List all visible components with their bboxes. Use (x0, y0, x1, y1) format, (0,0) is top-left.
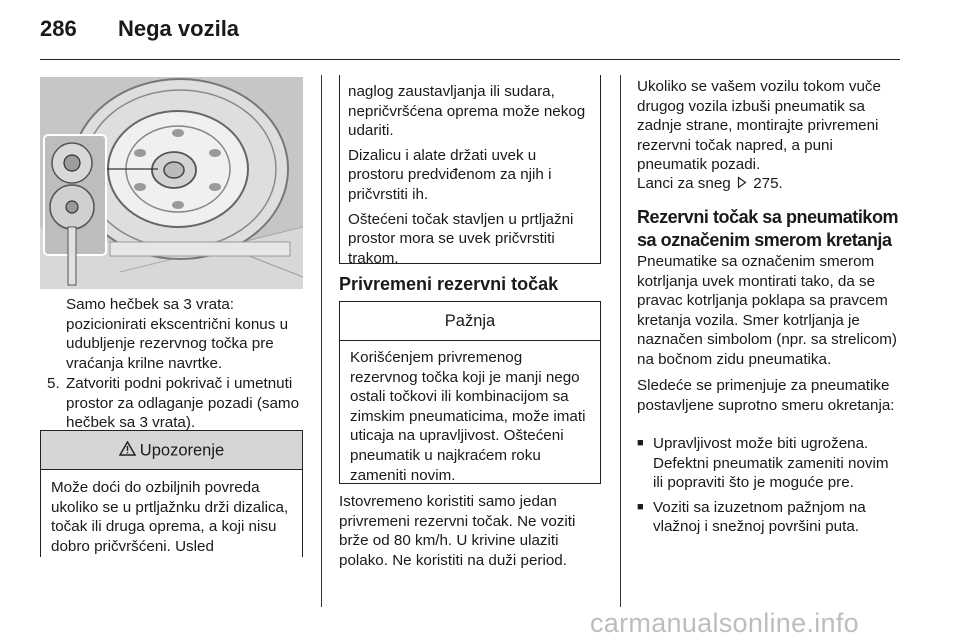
warning-continued-box (339, 75, 601, 267)
page-reference-arrow-icon (737, 175, 747, 195)
step-5 (47, 374, 307, 433)
reverse-direction-paragraph: Sledeće se primenjuje za pneumatike postavljene suprotno smeru okretanja: (637, 377, 895, 414)
temporary-spare-paragraph: Istovremeno koristiti samo jedan privremeni rezervni točak. Ne voziti brže od 80 km/h. U krivine ulaziti polako. Ne koristiti na duži period. (339, 493, 576, 569)
warning-box-header (41, 431, 302, 470)
notice-body: Korišćenjem privremenog rezervnog točka koji je manji nego ostali točkovi ili kombinacijom sa zimskim pneumaticima, može imati uticaja na upravljivost. Oštećeni pneumatik u najkraćem roku zameniti novim. (350, 349, 586, 484)
snow-chains-reference (637, 174, 902, 195)
warning-continued-para-2: Dizalicu i alate držati uvek u prostoru predviđenom za njih i pričvrstiti ih. (348, 146, 552, 203)
warning-continued-para-3: Oštećeni točak stavljen u prtljažni prostor mora se uvek pričvrstiti trakom. (348, 210, 574, 267)
notice-box (339, 301, 601, 484)
spare-wheel-drawing (40, 77, 303, 289)
step-text: Zatvoriti podni pokrivač i umetnuti prostor za odlaganje pozadi (samo hečbek sa 3 vrata). (66, 375, 300, 432)
bullet-square-icon: ■ (637, 437, 644, 449)
notice-title: Pažnja (340, 302, 600, 341)
list-item (637, 498, 902, 537)
watermark: carmanualsonline.info (590, 608, 859, 638)
section-heading-directional-tire: Rezervni točak sa pneumatikom sa označenim smerom kretanja (637, 207, 899, 250)
directional-tire-paragraph: Pneumatike sa označenim smerom kotrljanja uvek montirati tako, da se pravac kotrljanja poklapa sa pravcem kretanja vozila. Smer kotrljanja je naznačen simbolom (npr. sa strelicom) na bočnom zidu pneumatika. (637, 253, 897, 368)
page-title: Nega vozila (118, 16, 240, 41)
bullet-text: Voziti sa izuzetnom pažnjom na vlažnoj i snežnoj površini puta. (653, 498, 866, 536)
reference-text: Lanci za sneg (637, 175, 731, 192)
step-number: 5. (47, 375, 60, 392)
header-rule (40, 59, 900, 60)
warning-title: Upozorenje (139, 441, 225, 460)
bullet-list (637, 434, 902, 537)
spare-wheel-illustration (40, 77, 303, 289)
bullet-text: Upravljivost može biti ugrožena. Defektni pneumatik zameniti novim ili popraviti što je moguće pre. (653, 435, 889, 492)
warning-body: Može doći do ozbiljnih povreda ukoliko se u prtljažnku drži dizalica, točak ili druga oprema, a koji nisu dobro pričvršćeni. Usled (51, 479, 289, 555)
warning-box (40, 430, 303, 557)
reference-page: 275. (753, 175, 783, 192)
warning-triangle-icon (119, 432, 136, 470)
warning-continued-para-1: naglog zaustavljanja ili sudara, nepričvršćena oprema može nekog udariti. (348, 83, 586, 140)
image-caption: Samo hečbek sa 3 vrata: pozicionirati ekscentrični konus u udubljenje rezervnog točka pre vraćanja krilne navrtke. (66, 296, 289, 372)
column-divider-1 (321, 75, 322, 607)
page-number: 286 (40, 16, 77, 41)
bullet-square-icon: ■ (637, 500, 644, 513)
section-heading-temporary-spare: Privremeni rezervni točak (339, 274, 559, 294)
list-item (637, 434, 902, 493)
column-divider-2 (620, 75, 621, 607)
towing-paragraph: Ukoliko se vašem vozilu tokom vuče drugog vozila izbuši pneumatik sa zadnje strane, montirajte privremeni rezervni točak napred, a puni pneumatik pozadi. (637, 78, 881, 174)
